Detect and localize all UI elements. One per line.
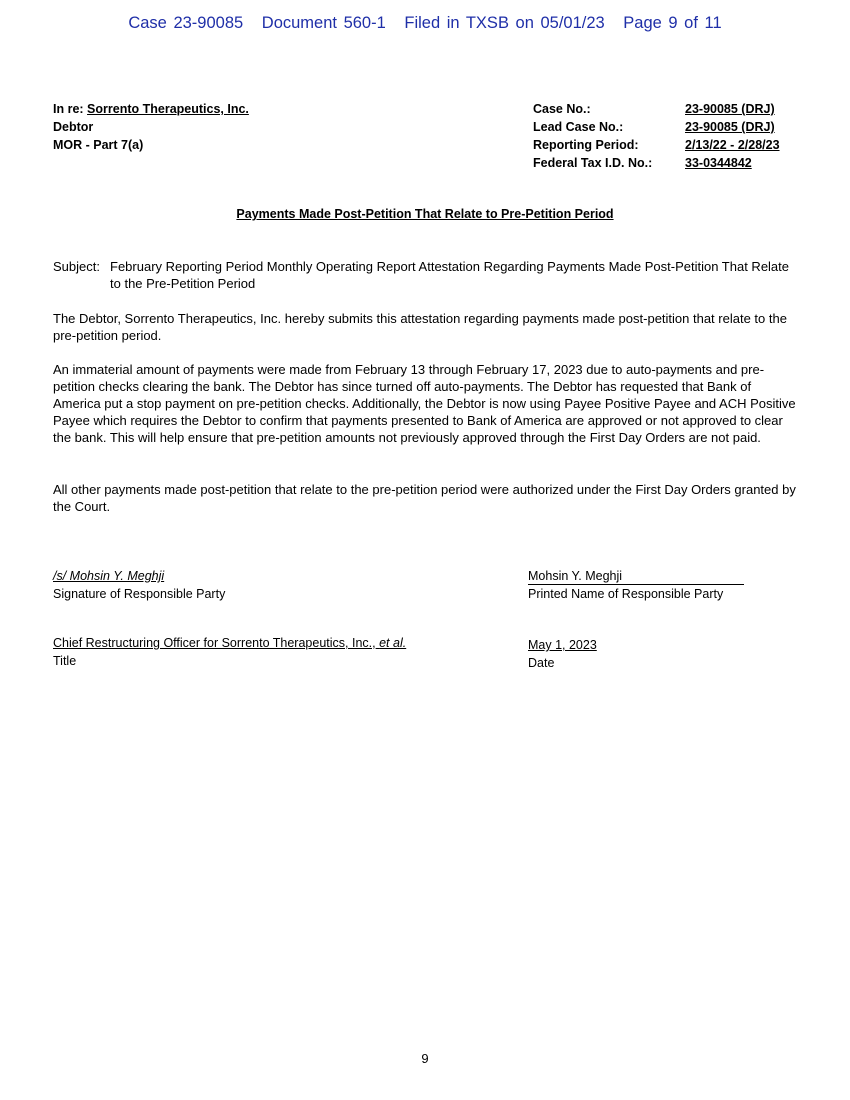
printed-name-block xyxy=(528,567,744,603)
paragraph-payments: An immaterial amount of payments were made from February 13 through February 17, 2023 due to auto-payments and pre-petition checks clearing the bank. The Debtor has since turned off auto-payments. The Debtor has requested that Bank of America put a stop payment on pre-petition checks. Additionally, the Debtor is now using Payee Positive Payee and ACH Positive Payee which requires the Debtor to confirm that payments presented to Bank of America are approved or not approved to clear the bank. This will help ensure that pre-petition amounts not previously approved through the First Day Orders are not paid. xyxy=(53,362,796,445)
header-filed: Filed in TXSB on 05/01/23 xyxy=(404,14,605,32)
subject-text: February Reporting Period Monthly Operating Report Attestation Regarding Payments Made Post-Petition That Relate to the Pre-Petition Period xyxy=(110,259,790,291)
subject-label: Subject: xyxy=(53,259,100,274)
signature-block xyxy=(53,567,225,603)
page-number: 9 xyxy=(421,1051,429,1066)
date-block xyxy=(528,636,597,672)
header-page: Page 9 of 11 xyxy=(623,14,722,32)
lead-case-no-label: Lead Case No.: xyxy=(533,120,624,134)
signature-value: /s/ Mohsin Y. Meghji xyxy=(53,569,165,583)
case-info-table xyxy=(533,100,780,172)
case-info-row xyxy=(533,118,780,136)
in-re-label: In re: xyxy=(53,102,84,116)
header-case: Case 23-90085 xyxy=(128,14,244,32)
reporting-period-label: Reporting Period: xyxy=(533,138,639,152)
case-no-label: Case No.: xyxy=(533,102,591,116)
reporting-period-value: 2/13/22 - 2/28/23 xyxy=(685,138,780,152)
in-re-line xyxy=(53,100,249,118)
title-value-text: Chief Restructuring Officer for Sorrento Therapeutics, Inc., xyxy=(53,636,376,650)
paragraph-authorized: All other payments made post-petition that relate to the pre-petition period were authorized under the First Day Orders granted by the Court. xyxy=(53,482,796,514)
debtor-name: Sorrento Therapeutics, Inc. xyxy=(87,102,249,116)
title-label: Title xyxy=(53,654,77,668)
title-value xyxy=(53,634,406,652)
title-value-et-al: et al. xyxy=(379,636,407,650)
tax-id-value: 33-0344842 xyxy=(685,156,752,170)
printed-name-label: Printed Name of Responsible Party xyxy=(528,587,724,601)
case-info-row xyxy=(533,100,780,118)
printed-name-value: Mohsin Y. Meghji xyxy=(528,569,744,585)
tax-id-label: Federal Tax I.D. No.: xyxy=(533,156,653,170)
header-document: Document 560-1 xyxy=(261,14,386,32)
lead-case-no-value: 23-90085 (DRJ) xyxy=(685,120,775,134)
paragraph-intro: The Debtor, Sorrento Therapeutics, Inc. hereby submits this attestation regarding payments made post-petition that relate to the pre-petition period. xyxy=(53,311,787,343)
debtor-label: Debtor xyxy=(53,120,94,134)
case-info-row xyxy=(533,154,780,172)
filing-stamp-header xyxy=(0,14,850,33)
document-title: Payments Made Post-Petition That Relate to Pre-Petition Period xyxy=(236,207,614,221)
date-value: May 1, 2023 xyxy=(528,638,597,652)
subject-line xyxy=(53,258,798,292)
case-no-value: 23-90085 (DRJ) xyxy=(685,102,775,116)
date-label: Date xyxy=(528,656,555,670)
title-block xyxy=(53,634,406,670)
mor-label: MOR - Part 7(a) xyxy=(53,138,144,152)
case-info-row xyxy=(533,136,780,154)
case-caption xyxy=(53,100,249,154)
signature-label: Signature of Responsible Party xyxy=(53,587,226,601)
